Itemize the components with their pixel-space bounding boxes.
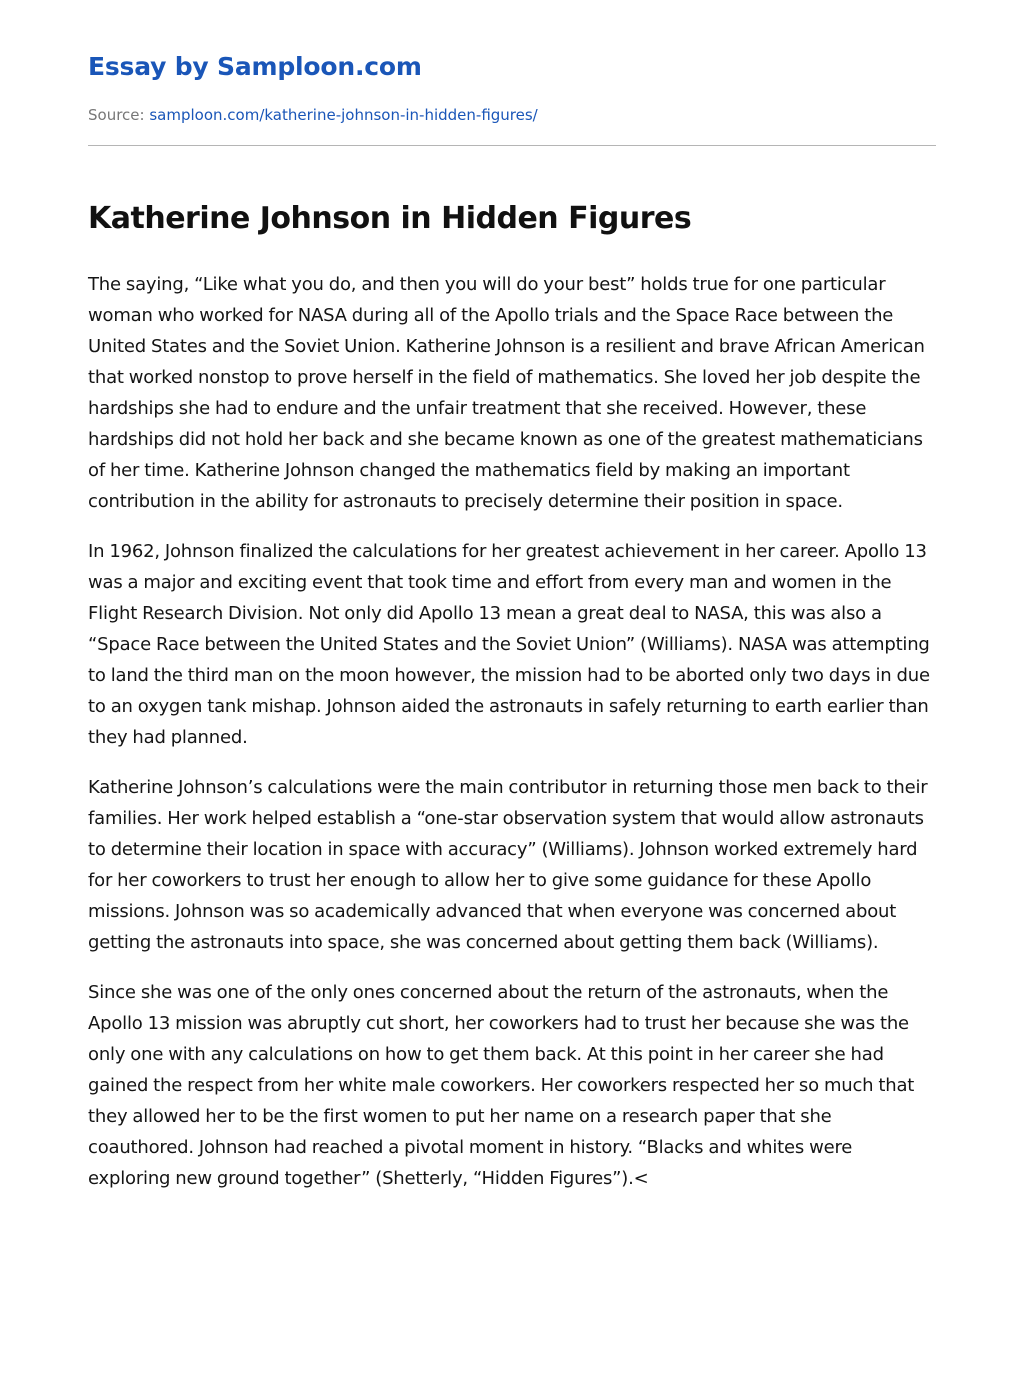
essay-title: Katherine Johnson in Hidden Figures [88,201,692,236]
header-divider [88,145,936,146]
essay-paragraph: Since she was one of the only ones concerned about the return of the astronauts, when the Apollo 13 mission was abruptly cut short, her coworkers had to trust her because she was the only one with any calculations on how to get them back. At this point in her career she had gained the respect from her white male coworkers. Her coworkers respected her so much that they allowed her to be the first women to put her name on a research paper that she coauthored. Johnson had reached a pivotal moment in history. “Blacks and whites were exploring new ground together” (Shetterly, “Hidden Figures”).< [88,982,915,1189]
essay-body [88,269,936,1213]
source-label: Source: [88,106,145,124]
essay-paragraph: In 1962, Johnson finalized the calculations for her greatest achievement in her career. Apollo 13 was a major and exciting event that took time and effort from every man and women in the Flight Research Division. Not only did Apollo 13 mean a great deal to NASA, this was also a “Space Race between the United States and the Soviet Union” (Williams). NASA was attempting to land the third man on the moon however, the mission had to be aborted only two days in due to an oxygen tank mishap. Johnson aided the astronauts in safely returning to earth earlier than they had planned. [88,541,930,748]
essay-paragraph: Katherine Johnson’s calculations were the main contributor in returning those men back to their families. Her work helped establish a “one-star observation system that would allow astronauts to determine their location in space with accuracy” (Williams). Johnson worked extremely hard for her coworkers to trust her enough to allow her to give some guidance for these Apollo missions. Johnson was so academically advanced that when everyone was concerned about getting the astronauts into space, she was concerned about getting them back (Williams). [88,777,928,953]
site-brand[interactable]: Essay by Samploon.com [88,52,422,81]
essay-paragraph: The saying, “Like what you do, and then you will do your best” holds true for one particular woman who worked for NASA during all of the Apollo trials and the Space Race between the United States and the Soviet Union. Katherine Johnson is a resilient and brave African American that worked nonstop to prove herself in the field of mathematics. She loved her job despite the hardships she had to endure and the unfair treatment that she received. However, these hardships did not hold her back and she became known as one of the greatest mathematicians of her time. Katherine Johnson changed the mathematics field by making an important contribution in the ability for astronauts to precisely determine their position in space. [88,274,925,512]
source-link[interactable]: samploon.com/katherine-johnson-in-hidden-figures/ [149,106,538,124]
source-line [88,106,538,124]
